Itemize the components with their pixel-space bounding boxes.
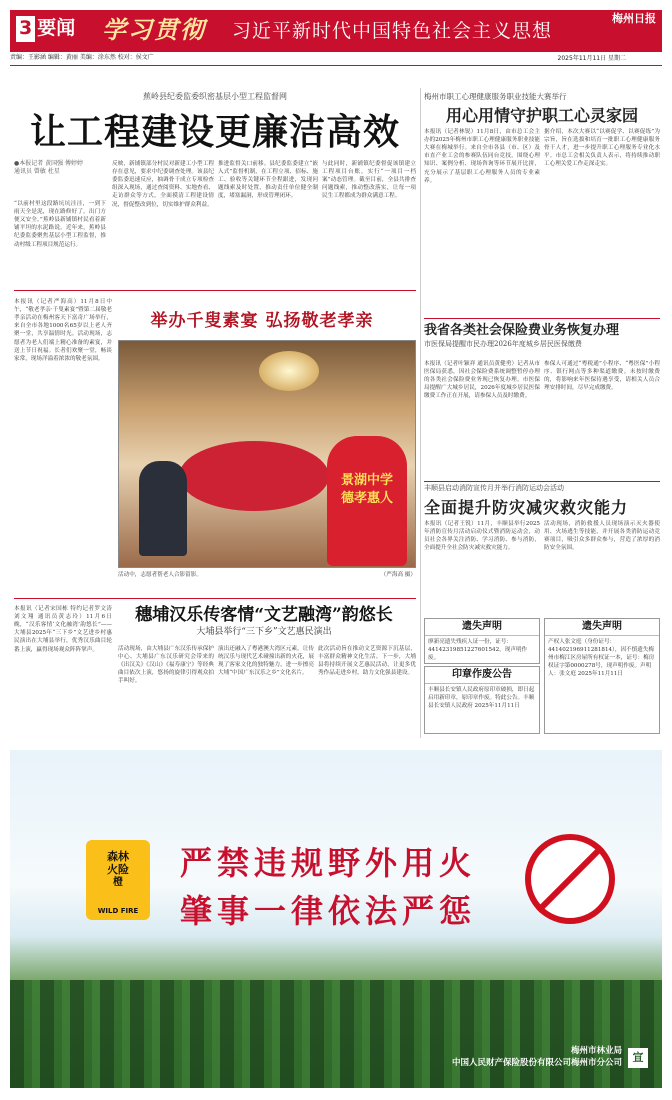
divider — [424, 318, 660, 319]
right1-column-b: 据介绍，本次大赛以“以赛促学、以赛促练”为宗旨，旨在选拔和培育一批职工心理健康服务骨干人才，进一步提升职工心理服务专业化水平。市总工会相关负责人表示，将持续推动职工心理关爱工作走深走实。 — [544, 129, 660, 168]
xiqu-column-3: 演出还融入了粤港澳大湾区元素，让传统汉乐与现代艺术碰撞出新的火花，展现了客家文化的独特魅力，进一步擦亮大埔“中国广东汉乐之乡”文化名片。 — [218, 646, 314, 677]
right3-kicker: 丰顺县启动消防宣传月并举行消防运动会活动 — [424, 484, 564, 492]
issue-date: 2025年11月11日 星期二 — [557, 55, 626, 62]
section-name: 要闻 — [37, 17, 76, 39]
no-fire-icon — [525, 834, 615, 924]
notice-title: 遗失声明 — [545, 619, 659, 636]
elderly-guest — [139, 461, 187, 556]
notice-seal-void — [424, 666, 540, 734]
header-theme: 习近平新时代中国特色社会主义思想 — [232, 20, 553, 42]
right3-column-a: 本报讯（记者王锐）11月，丰顺县举行2025年消防宣传月活动启动仪式暨消防运动会，动员社会各界关注消防、学习消防、参与消防，全面提升全社会防灾减灾救灾能力。 — [424, 521, 540, 552]
header-slogan: 学习贯彻 — [102, 15, 206, 44]
divider — [14, 598, 416, 599]
lead-column-3: 推进监督关口前移。县纪委监委建立“嵌入式”监督机制，在工程立项、招标、施工、验收等关键环节全程跟进，发现问题线索及时处置，推动责任单位健全制度，堵塞漏洞，形成管理闭环。 — [218, 161, 318, 200]
photo-credit: （严海高 摄） — [380, 572, 416, 578]
notice-title: 印章作废公告 — [425, 667, 539, 684]
divider — [14, 290, 416, 291]
fire-prevention-ad — [10, 750, 662, 1088]
lead-column-1: “以前村里这段路坑坑洼洼，一到下雨天全是泥，现在路修好了，出门方便又安全。”蕉岭县新铺镇村民看着新铺平坦的水泥路说。近年来，蕉岭县纪委监委聚焦基层小型工程监督，推动村级工程项目规范运行。 — [14, 201, 106, 248]
right2-title: 我省各类社会保险费业务恢复办理 — [424, 323, 620, 338]
right1-column-a: 本报讯（记者林锐）11月8日，由市总工会主办的2025年梅州市职工心理健康服务职业技能大赛在梅城举行。来自全市各县（市、区）及市直产业工会的参赛队伍同台竞技，围绕心理知识、案例分析、现场咨询等环节展开比拼，充分展示了基层职工心理服务人员的专业素养。 — [424, 129, 540, 184]
photo-caption — [118, 572, 416, 580]
lead-kicker: 蕉岭县纪委监委织密基层小型工程监督网 — [143, 92, 287, 101]
publicity-seal: 宣 — [628, 1048, 648, 1068]
xiqu-title: 穗埔汉乐传客情“文艺融湾”韵悠长 — [135, 605, 393, 625]
sponsor-insurer: 中国人民财产保险股份有限公司梅州市分公司 — [451, 1058, 622, 1069]
notice-body: 丰顺县长安镇人民政府原印章破损，即日起启用新印章，原印章作废。特此公告。丰顺县长安镇人民政府 2025年11月11日 — [428, 686, 535, 709]
lead-byline: ●本报记者 黄国强 傅婷婷 通讯员 曾敏 杜星 — [14, 160, 84, 176]
badge-level: 橙 — [113, 877, 123, 889]
lead-column-4: 与此同时，新铺镇纪委督促该镇建立工程项目台账，实行“一项目一档案”动态管理。截至目前，全县共排查问题线索，推动整改落实，让每一项民生工程都成为群众满意工程。 — [322, 161, 416, 200]
xiqu-column-4: 此次活动旨在推动文艺资源下沉基层，丰富群众精神文化生活。下一步，大埔县将持续开展文艺惠民活动，让更多优秀作品走进乡村，助力文化强县建设。 — [318, 646, 416, 677]
xiqu-subtitle: 大埔县举行“三下乡”文艺惠民演出 — [196, 627, 332, 637]
page-meta — [10, 54, 662, 66]
right2-subtitle: 市医保局提醒市民办理2026年度城乡居民医保缴费 — [424, 340, 582, 348]
section-label — [16, 16, 75, 42]
banquet-photo — [118, 340, 416, 568]
xiqu-column-2: 活动现场，由大埔县广东汉乐传承保护中心、大埔县广东汉乐研究会带来的《出汉关》《汉山》《福寿康宁》等经典曲目依次上演，悠扬的旋律引得观众拍手叫好。 — [118, 646, 214, 685]
notice-body: 廖新亮遗失残疾人证一份，证号：44142319851227601542，现声明作废。 — [428, 638, 528, 661]
right2-column-a: 本报讯（记者叶颖祥 通讯员黄健勇）记者从市医保局获悉，因社会保险费系统调整暂停办理的各类社会保险费业务现已恢复办理。市医保局提醒广大城乡居民，2026年度城乡居民医保缴费工作正在开展，请参保人员及时缴费。 — [424, 361, 540, 400]
notice-lost-disability-card — [424, 618, 540, 664]
page-header — [10, 10, 662, 52]
editor-credits: 责编：王影涵 编辑：黄丽 美编：涂东然 校对：侯文广 — [10, 54, 154, 61]
notice-lost-property-cert — [544, 618, 660, 734]
lead-column-2: 反映，新铺镇部分村民对新建工小型工程存在意见，要求中纪委调查处理。该县纪委监委迅速反应，抽调骨干成立专项检查组深入现场，通过查阅资料、实地查看、走访群众等方式，全面摸清工程建设情况，督促整改到位，切实维护群众利益。 — [112, 161, 214, 208]
banquet-article: 本报讯（记者严海高）11月8日中午，“敬老孝亲·千叟素宴”暨第二届敬老孝亲活动在梅州客天下富奇广场举行，来自全市各地1000名65岁以上老人齐聚一堂，共享温情时光。活动现场，志愿者为老人们端上精心准备的素宴，并送上节日祝福。长者们欢聚一堂，畅谈家常，现场洋溢着浓浓的敬老氛围。 — [14, 299, 112, 362]
divider — [424, 481, 660, 482]
caption-text: 活动中，志愿者帮老人合影留影。 — [118, 572, 202, 578]
chandelier — [259, 351, 319, 391]
fire-risk-badge — [86, 840, 150, 920]
xiqu-column-1: 本报讯（记者宋国栋 特约记者罗文涛 刘文翔 通讯员黄志玲）11月6日晚，“汉乐客情‘文化融湾’韵悠长”——大埔县2025年“三下乡”文艺进乡村惠民演出在大埔县举行，优秀汉乐曲目轮番上演，赢得现场观众阵阵掌声。 — [14, 606, 112, 653]
ad-sponsors — [452, 1045, 622, 1071]
right3-column-b: 活动现场，消防救援人员现场演示灭火器使用、火场逃生等技能，并开展各类消防运动竞赛项目，吸引众多群众参与，营造了浓厚的消防安全氛围。 — [544, 521, 660, 552]
sponsor-forestry-bureau: 梅州市林业局 — [570, 1045, 622, 1056]
ad-slogan-line-1: 严禁违规野外用火 — [180, 844, 477, 882]
banquet-title: 举办千叟素宴 弘扬敬老孝亲 — [150, 311, 374, 331]
newspaper-logo: 梅州日报 — [612, 12, 656, 25]
right1-kicker: 梅州市职工心理健康服务职业技能大赛举行 — [424, 92, 567, 101]
notice-body: 产权人张文庭（身份证号：441402196911281814），因不慎遗失梅州市梅江区房屋所有权证一本，证号：梅房权证字第0000278号，现声明作废。声明人：张文庭 2025年11月11日 — [548, 638, 655, 677]
right2-column-b: 参保人可通过“粤税通”小程序、“粤医保”小程序、银行网点等多种渠道缴费。未按时缴费的，将影响来年医保待遇享受，请相关人员合理安排时间，尽早完成缴费。 — [544, 361, 660, 392]
right3-title: 全面提升防灾减灾救灾能力 — [424, 498, 629, 517]
ad-slogan-line-2: 肇事一律依法严惩 — [180, 892, 477, 930]
badge-title: 森林 火险 — [107, 850, 129, 877]
banquet-table — [179, 441, 329, 511]
column-divider — [420, 88, 421, 738]
right1-title: 用心用情守护职工心灵家园 — [445, 106, 638, 125]
badge-label: WILD FIRE — [97, 906, 139, 915]
forest-background — [10, 980, 662, 1088]
notice-title: 遗失声明 — [425, 619, 539, 636]
lead-title: 让工程建设更廉洁高效 — [29, 111, 400, 153]
section-number: 3 — [16, 16, 35, 42]
volunteer-vest: 景湖中学 德孝惠人 — [327, 436, 407, 566]
